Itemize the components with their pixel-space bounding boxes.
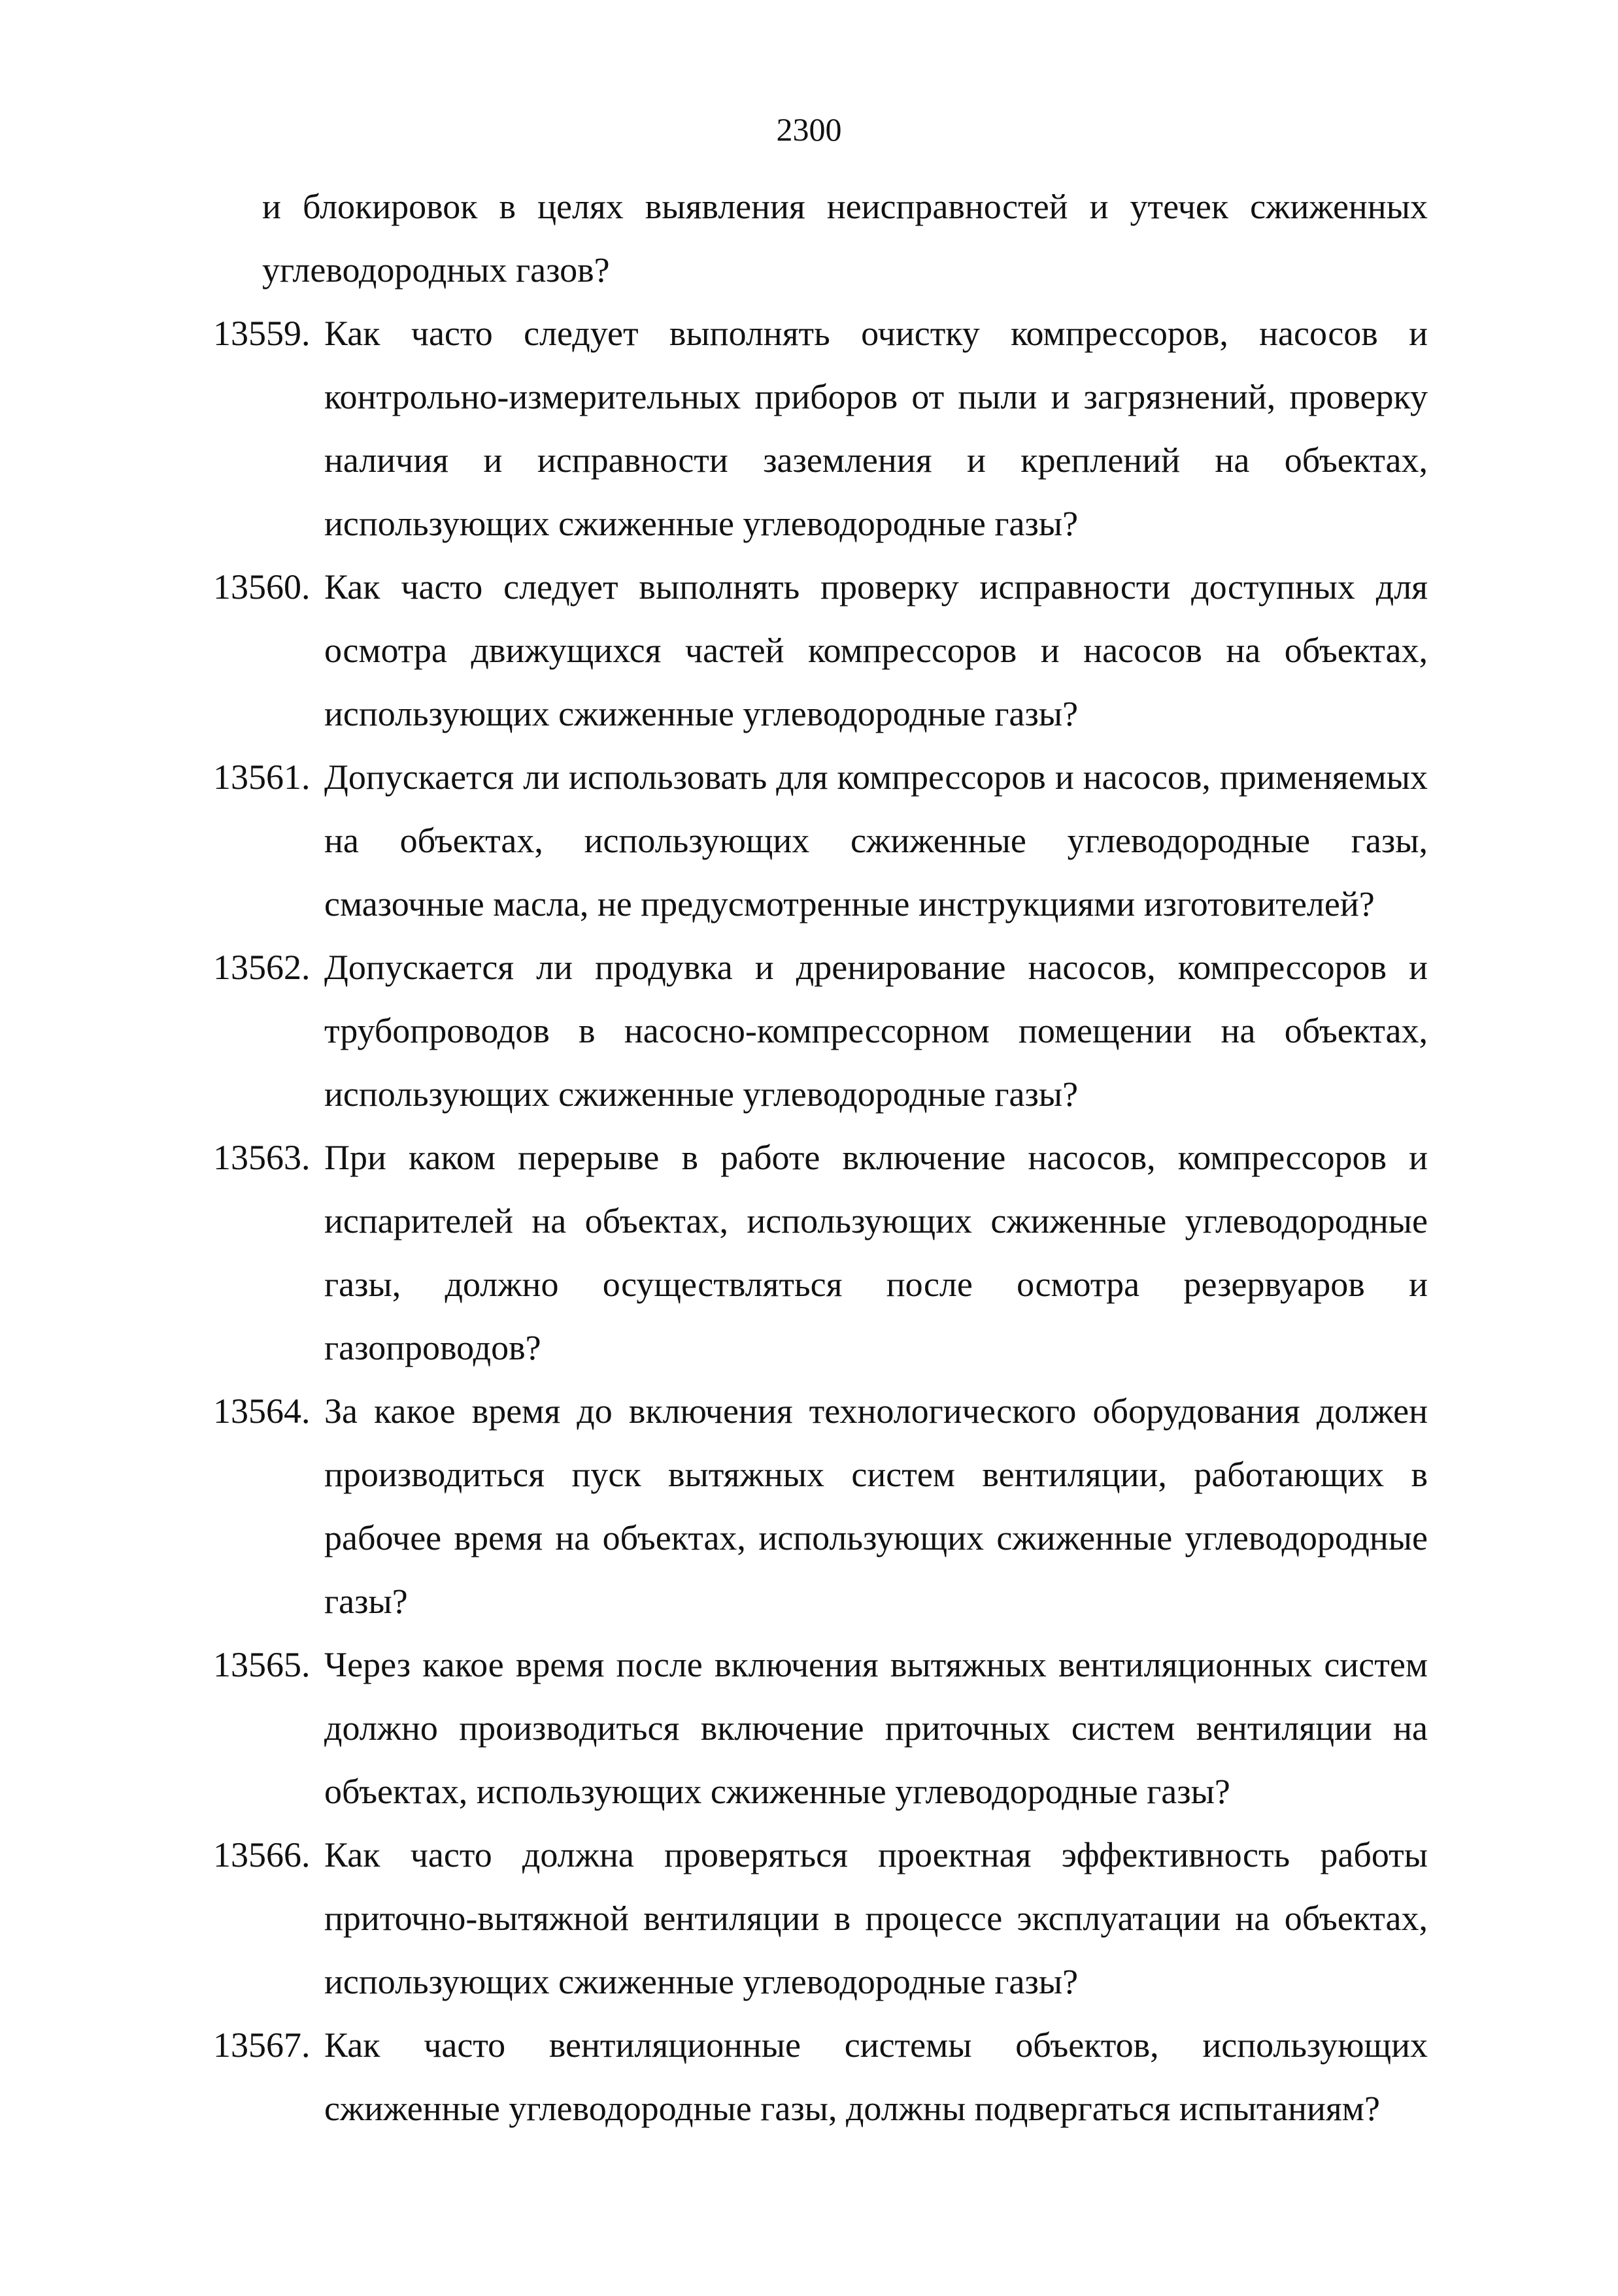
question-text: За какое время до включения технологического оборудования должен производиться пуск вытяжных систем вентиляции, работающих в рабочее время на объектах, использующих сжиженные углеводородные газы? <box>324 1391 1428 1621</box>
question-number: 13559. <box>213 314 311 353</box>
question-text: Как часто должна проверяться проектная эффективность работы приточно-вытяжной вентиляции в процессе эксплуатации на объектах, использующих сжиженные углеводородные газы? <box>324 1835 1428 2001</box>
question-text: Как часто вентиляционные системы объектов, использующих сжиженные углеводородные газы, должны подвергаться испытаниям? <box>324 2025 1428 2128</box>
question-13561 <box>213 746 1428 936</box>
question-number: 13565. <box>213 1645 311 1684</box>
question-number: 13562. <box>213 948 311 987</box>
document-body <box>213 175 1428 2140</box>
question-text: При каком перерыве в работе включение насосов, компрессоров и испарителей на объектах, использующих сжиженные углеводородные газы, должно осуществляться после осмотра резервуаров и газопроводов? <box>324 1138 1428 1367</box>
question-number: 13561. <box>213 757 311 797</box>
question-text: Через какое время после включения вытяжных вентиляционных систем должно производиться включение приточных систем вентиляции на объектах, использующих сжиженные углеводородные газы? <box>324 1645 1428 1811</box>
question-number: 13563. <box>213 1138 311 1177</box>
question-13567 <box>213 2014 1428 2140</box>
question-13565 <box>213 1633 1428 1823</box>
question-13564 <box>213 1380 1428 1633</box>
question-13563 <box>213 1126 1428 1380</box>
question-text: Как часто следует выполнять проверку исправности доступных для осмотра движущихся частей компрессоров и насосов на объектах, использующих сжиженные углеводородные газы? <box>324 567 1428 733</box>
question-13559 <box>213 302 1428 556</box>
question-text: Допускается ли использовать для компрессоров и насосов, применяемых на объектах, использующих сжиженные углеводородные газы, смазочные масла, не предусмотренные инструкциями изготовителей? <box>324 757 1428 923</box>
page-number: 2300 <box>776 111 842 148</box>
question-text: Как часто следует выполнять очистку компрессоров, насосов и контрольно-измерительных приборов от пыли и загрязнений, проверку наличия и исправности заземления и креплений на объектах, использующих сжиженные углеводородные газы? <box>324 314 1428 543</box>
question-number: 13566. <box>213 1835 311 1874</box>
question-13562 <box>213 936 1428 1126</box>
question-text: Допускается ли продувка и дренирование насосов, компрессоров и трубопроводов в насосно-компрессорном помещении на объектах, использующих сжиженные углеводородные газы? <box>324 948 1428 1114</box>
question-13566 <box>213 1823 1428 2014</box>
continuation-paragraph: и блокировок в целях выявления неисправностей и утечек сжиженных углеводородных газов? <box>262 187 1428 290</box>
question-number: 13564. <box>213 1391 311 1431</box>
question-number: 13560. <box>213 567 311 607</box>
question-13560 <box>213 556 1428 746</box>
question-number: 13567. <box>213 2025 311 2065</box>
